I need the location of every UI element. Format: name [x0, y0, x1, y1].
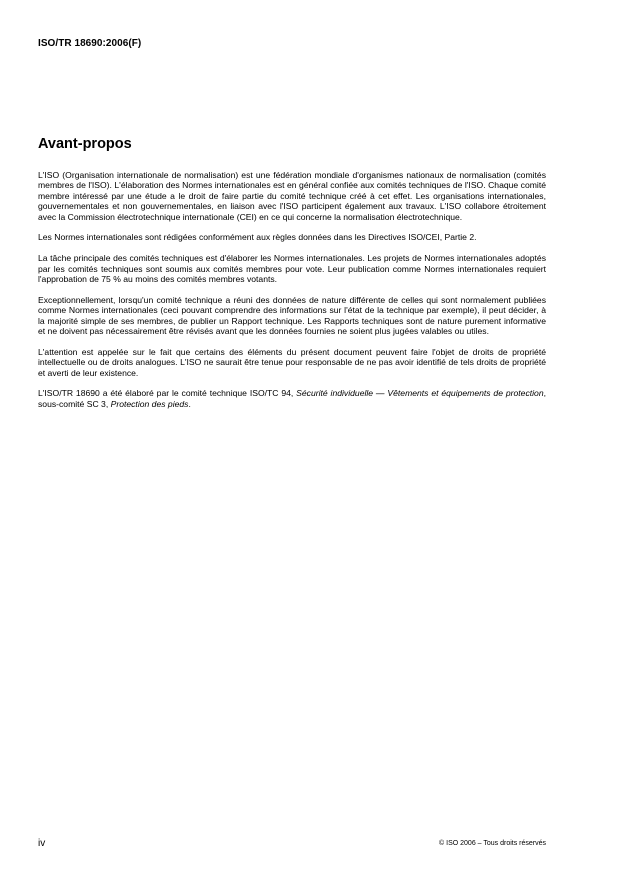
subcommittee-title: Protection des pieds	[110, 398, 189, 409]
document-id-header: ISO/TR 18690:2006(F)	[38, 38, 142, 49]
committee-text-3: .	[188, 398, 191, 409]
paragraph-main-task: La tâche principale des comités techniques est d'élaborer les Normes internationales. Les projets de Normes internationales adoptés par les comités techniques sont soumis aux comités membres pour vote. Leur publication comme Normes internationales requiert l'approbation de 75 % au moins des comités membres votants.	[38, 253, 546, 285]
paragraph-committee	[38, 388, 546, 409]
committee-title: Sécurité individuelle — Vêtements et équipements de protection	[296, 388, 544, 399]
page-footer	[38, 838, 546, 849]
paragraph-technical-reports: Exceptionnellement, lorsqu'un comité technique a réuni des données de nature différente de celles qui sont normalement publiées comme Normes internationales (ceci pouvant comprendre des informations sur l'état de la technique par exemple), il peut décider, à la majorité simple de ses membres, de publier un Rapport technique. Les Rapports techniques sont de nature purement informative et ne doivent pas nécessairement être révisés avant que les données fournies ne soient plus jugées valables ou utiles.	[38, 294, 546, 337]
paragraph-patent-rights: L'attention est appelée sur le fait que certains des éléments du présent document peuvent faire l'objet de droits de propriété intellectuelle ou de droits analogues. L'ISO ne saurait être tenue pour responsable de ne pas avoir identifié de tels droits de propriété et averti de leur existence.	[38, 346, 546, 378]
page-number: iv	[38, 838, 46, 849]
committee-text-1: L'ISO/TR 18690 a été élaboré par le comité technique ISO/TC 94,	[38, 388, 297, 399]
paragraph-directives: Les Normes internationales sont rédigées conformément aux règles données dans les Directives ISO/CEI, Partie 2.	[38, 232, 477, 243]
copyright-notice: © ISO 2006 – Tous droits réservés	[439, 840, 546, 847]
committee-text-2: , sous-comité SC 3,	[38, 388, 546, 409]
foreword-body	[38, 170, 546, 420]
paragraph-iso-overview: L'ISO (Organisation internationale de normalisation) est une fédération mondiale d'organismes nationaux de normalisation (comités membres de l'ISO). L'élaboration des Normes internationales est en général confiée aux comités techniques de l'ISO. Chaque comité membre intéressé par une étude a le droit de faire partie du comité technique créé à cet effet. Les organisations internationales, gouvernementales et non gouvernementales, en liaison avec l'ISO participent également aux travaux. L'ISO collabore étroitement avec la Commission électrotechnique internationale (CEI) en ce qui concerne la normalisation électrotechnique.	[38, 170, 546, 222]
section-title: Avant-propos	[38, 136, 132, 152]
